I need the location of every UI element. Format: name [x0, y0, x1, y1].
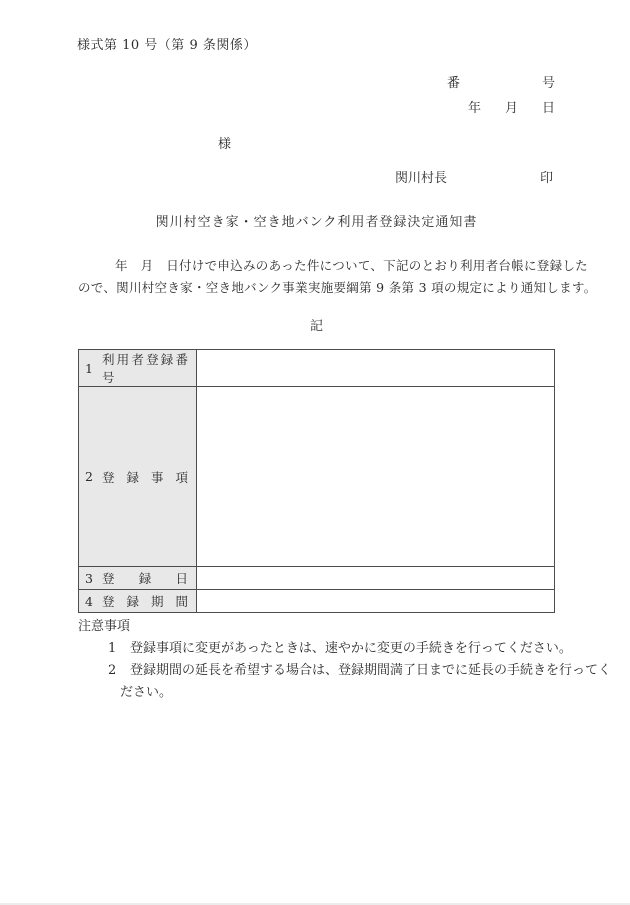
- row-number: 2: [85, 469, 93, 484]
- table-row-registration-date: [79, 567, 555, 590]
- note-item-2: [78, 660, 612, 682]
- row-label: 登録日: [101, 571, 188, 586]
- body-line-2: ので、関川村空き家・空き地バンク事業実施要綱第 9 条第 3 項の規定により通知します。: [78, 280, 597, 295]
- seal-mark: 印: [539, 171, 553, 186]
- document-number-line: [447, 72, 555, 91]
- notes-section: [78, 616, 612, 704]
- number-suffix-label: 号: [541, 76, 555, 91]
- table-label-cell: [79, 590, 197, 613]
- table-row-registration-details: [79, 387, 555, 567]
- table-label-cell: [79, 387, 197, 567]
- row-label: 利用者登録番号: [101, 352, 188, 385]
- table-row-user-registration-number: [79, 350, 555, 387]
- addressee-honorific: 様: [218, 137, 232, 152]
- row-number: 4: [85, 593, 93, 609]
- note-item-1: [78, 638, 572, 660]
- row-number: 3: [85, 570, 93, 586]
- sender-name: 関川村長: [395, 171, 448, 186]
- table-value-cell: [197, 387, 555, 567]
- document-title: 関川村空き家・空き地バンク利用者登録決定通知書: [155, 215, 478, 230]
- note-item-2-continuation: ださい。: [120, 685, 173, 700]
- row-label: 登録事項: [101, 469, 188, 485]
- note-text: 登録事項に変更があったときは、速やかに変更の手続きを行ってください。: [130, 641, 572, 656]
- record-marker: 記: [309, 319, 323, 334]
- form-number: 様式第 10 号（第 9 条関係）: [77, 38, 257, 53]
- number-prefix-label: 番: [447, 76, 461, 91]
- sender-line: [395, 167, 553, 186]
- row-number: 1: [85, 360, 93, 376]
- note-text: 登録期間の延長を希望する場合は、登録期間満了日までに延長の手続きを行ってく: [130, 663, 612, 678]
- note-number: 1: [108, 641, 117, 656]
- table-value-cell: [197, 567, 555, 590]
- notes-heading: 注意事項: [78, 619, 131, 634]
- body-line-1: 年 月 日付けで申込みのあった件について、下記のとおり利用者台帳に登録した: [115, 258, 588, 273]
- row-label: 登録期間: [101, 594, 188, 609]
- table-value-cell: [197, 350, 555, 387]
- date-line: [468, 97, 555, 116]
- table-row-registration-period: [79, 590, 555, 613]
- body-paragraph: [78, 255, 597, 299]
- registration-table: [78, 349, 555, 613]
- year-label: 年: [468, 101, 482, 116]
- table-value-cell: [197, 590, 555, 613]
- table-label-cell: [79, 350, 197, 387]
- note-number: 2: [108, 663, 117, 678]
- day-label: 日: [541, 101, 555, 116]
- table-label-cell: [79, 567, 197, 590]
- month-label: 月: [504, 101, 518, 116]
